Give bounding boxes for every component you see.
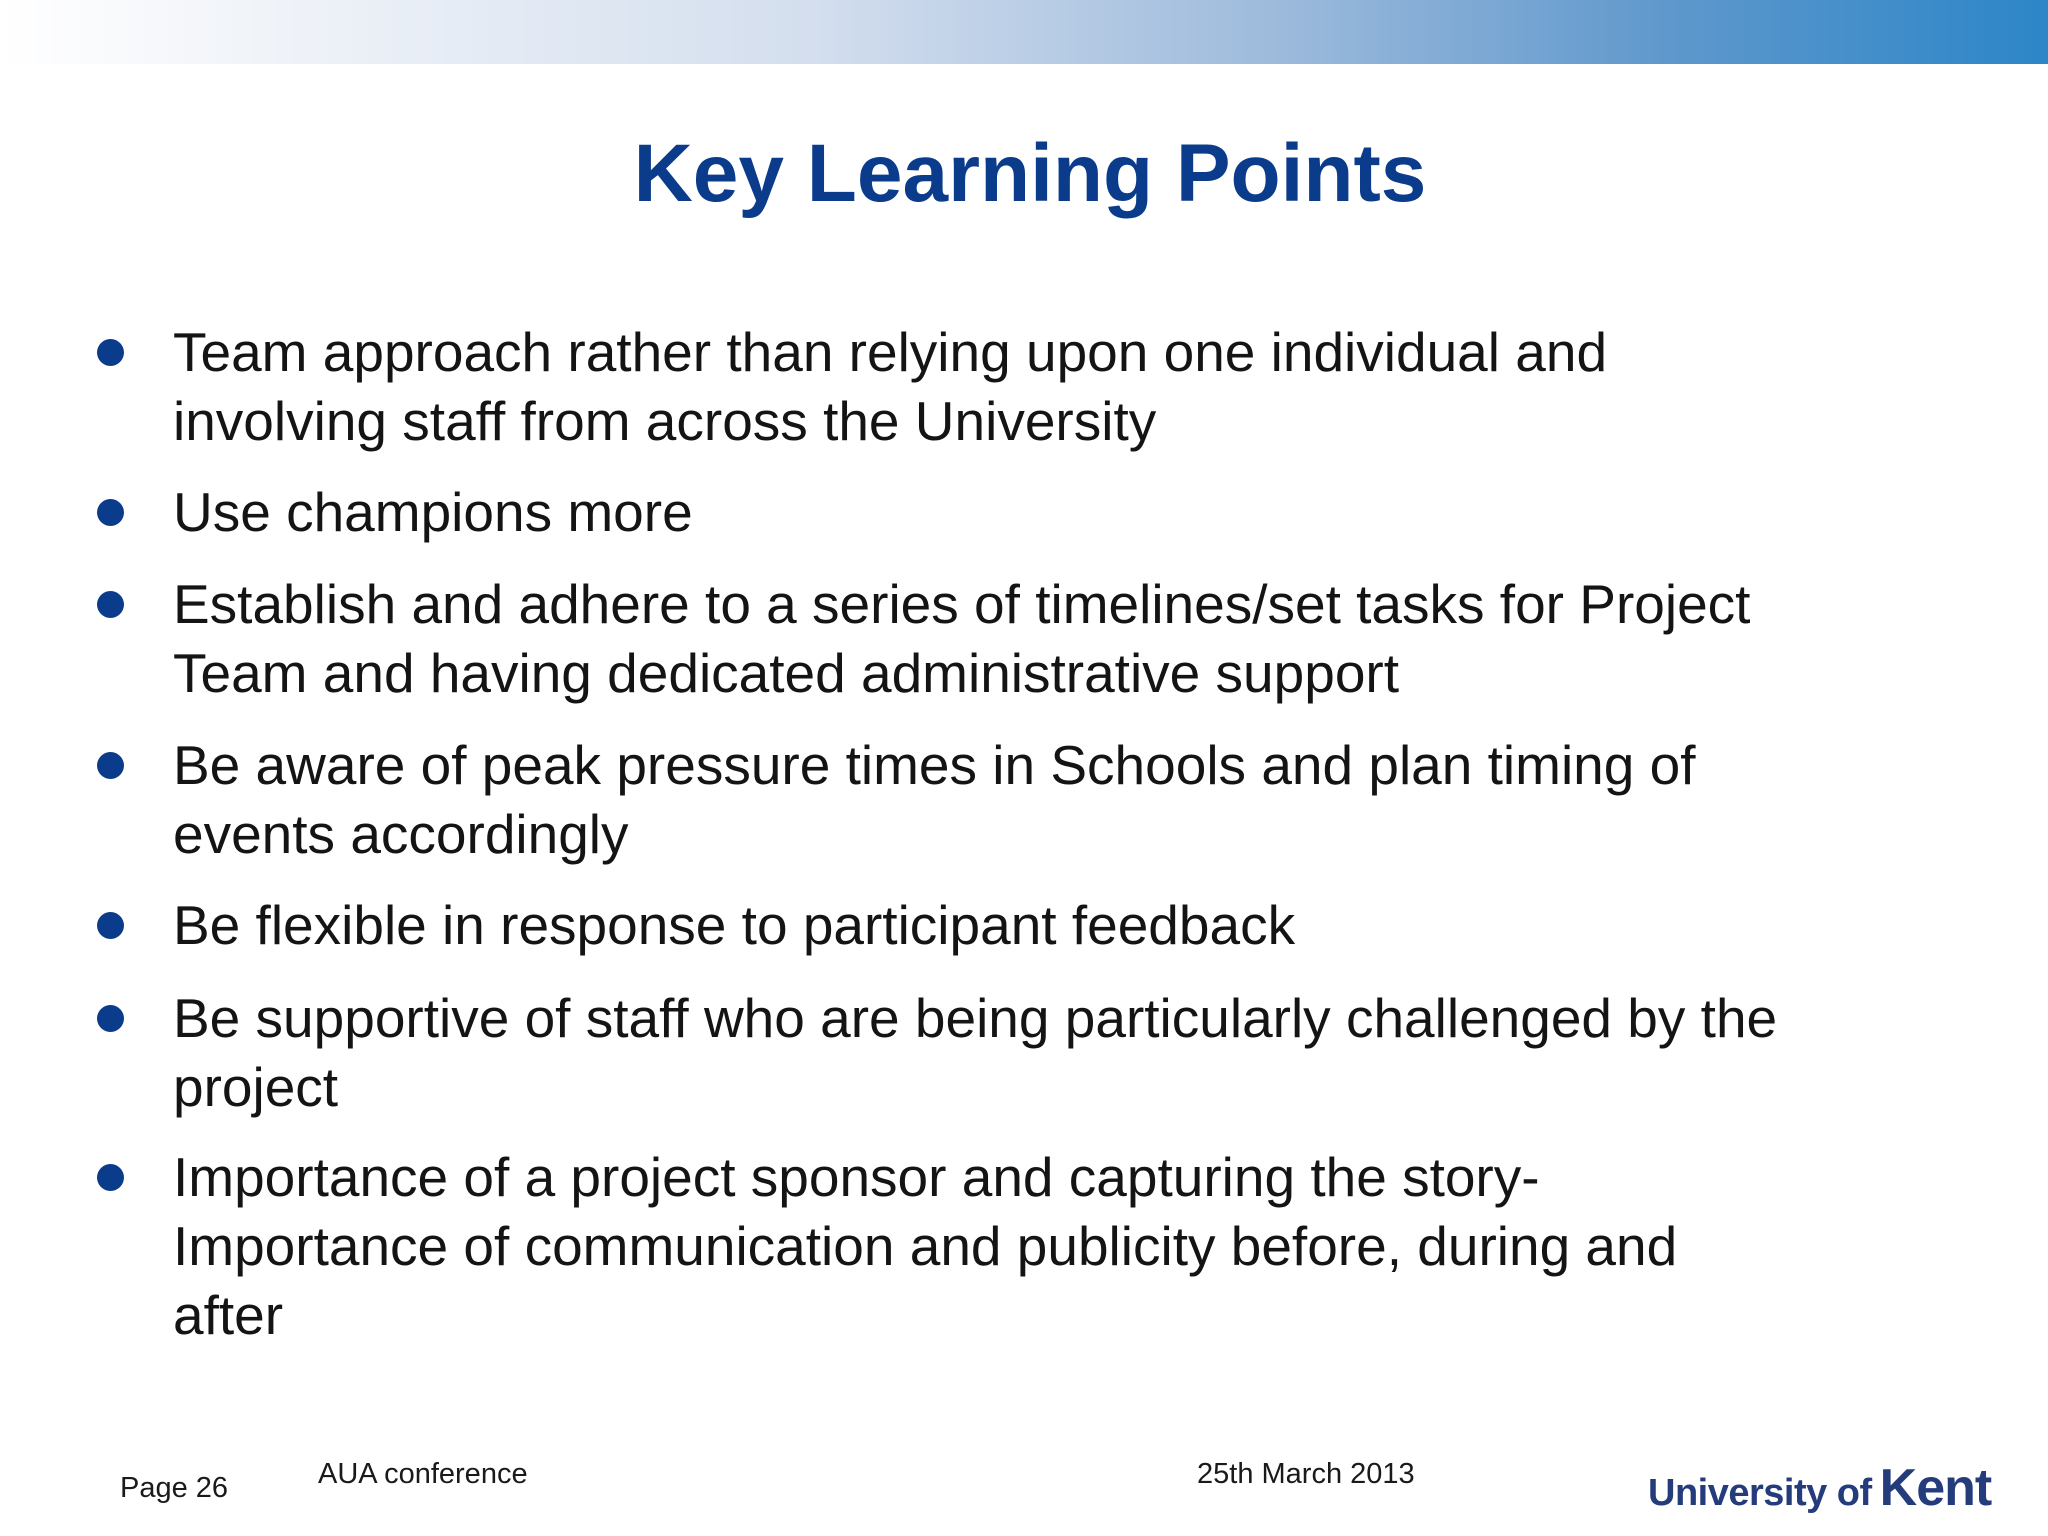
bullet-line: Be aware of peak pressure times in Schools and plan timing of [173, 734, 1696, 796]
footer-event-name: AUA conference [318, 1458, 528, 1490]
bullet-text [173, 1143, 1893, 1350]
slide-title: Key Learning Points [633, 128, 1427, 219]
bullet-text [173, 891, 1893, 960]
bullet-line: Importance of communication and publicity before, during and [173, 1215, 1678, 1277]
header-gradient-band [0, 0, 2048, 64]
bullet-line: Be supportive of staff who are being particularly challenged by the [173, 987, 1778, 1049]
footer-date: 25th March 2013 [1197, 1458, 1415, 1490]
bullet-line: after [173, 1284, 284, 1346]
bullet-dot-icon [97, 339, 124, 366]
bullet-text [173, 318, 1893, 456]
bullet-text [173, 570, 1893, 708]
bullet-text [173, 478, 1893, 547]
page-number: Page 26 [120, 1472, 229, 1504]
bullet-line: project [173, 1056, 339, 1118]
bullet-line: Be flexible in response to participant feedback [173, 894, 1296, 956]
bullet-dot-icon [97, 912, 124, 939]
bullet-dot-icon [97, 591, 124, 618]
bullet-text [173, 984, 1893, 1122]
bullet-text [173, 731, 1893, 869]
bullet-line: involving staff from across the University [173, 390, 1157, 452]
bullet-dot-icon [97, 1005, 124, 1032]
bullet-line: Team approach rather than relying upon one individual and [173, 321, 1608, 383]
logo-name-text: Kent [1879, 1459, 1992, 1517]
logo-prefix-text: University of [1648, 1472, 1872, 1514]
bullet-line: Importance of a project sponsor and capturing the story- [173, 1146, 1540, 1208]
bullet-dot-icon [97, 499, 124, 526]
university-logo [1648, 1458, 1991, 1522]
bullet-line: events accordingly [173, 803, 629, 865]
bullet-dot-icon [97, 752, 124, 779]
bullet-line: Establish and adhere to a series of timelines/set tasks for Project [173, 573, 1751, 635]
bullet-dot-icon [97, 1164, 124, 1191]
bullet-line: Team and having dedicated administrative support [173, 642, 1400, 704]
bullet-line: Use champions more [173, 481, 693, 543]
